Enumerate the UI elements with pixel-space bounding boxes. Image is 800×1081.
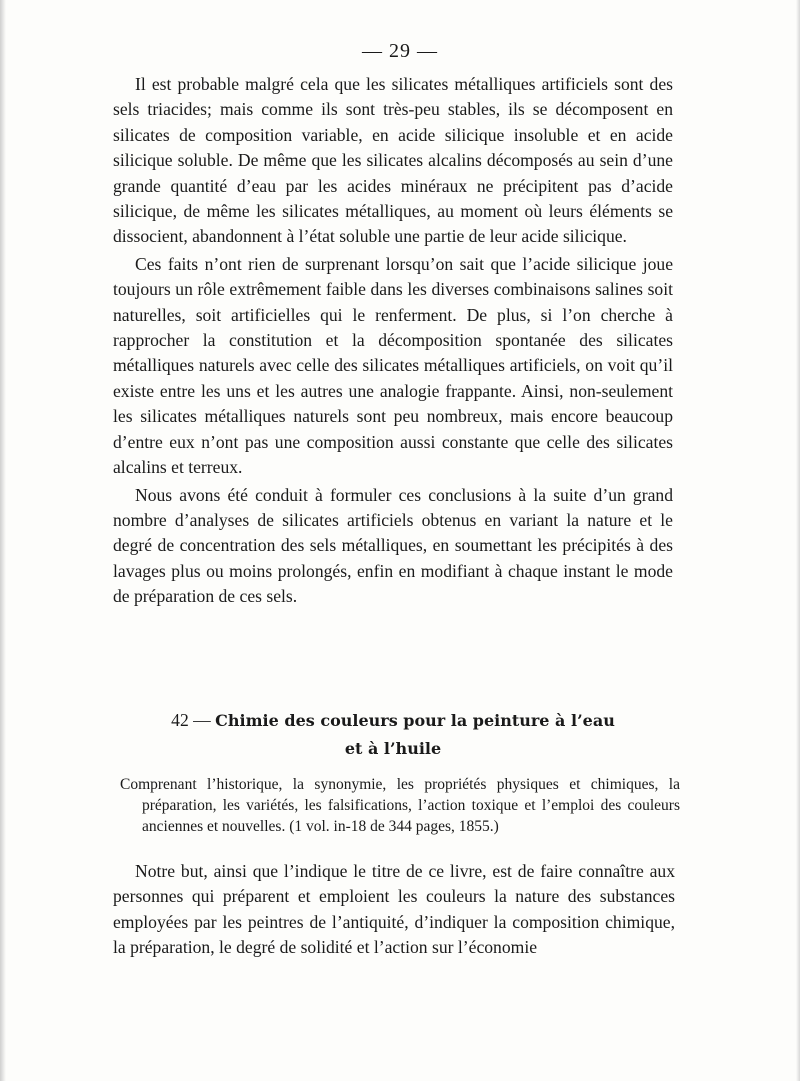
section-title-continued: et à l’huile	[344, 739, 442, 758]
paragraph: Nous avons été conduit à formuler ces conclusions à la suite d’un grand nombre d’analyses de silicates artificiels obtenus en variant la nature et le degré de concentration des sels métalliques, en soumettant les précipités à des lavages plus ou moins prolongés, enfin en modifiant à chaque instant le mode de préparation de ces sels.	[113, 484, 673, 607]
section-summary	[120, 774, 680, 837]
section-heading-line	[113, 706, 673, 735]
paragraph: Ces faits n’ont rien de surprenant lorsqu’on sait que l’acide silicique joue toujours un rôle extrêmement faible dans les diverses combinaisons salines soit naturelles, soit artificielles qui le renferment. De plus, si l’on cherche à rapprocher la constitution et la décomposition spontanée des silicates métalliques naturels avec celle des silicates métalliques artificiels, on voit qu’il existe entre les uns et les autres une analogie frappante. Ainsi, non-seulement les silicates métalliques naturels sont peu nombreux, mais encore beaucoup d’entre eux n’ont pas une composition aussi constante que celle des silicates alcalins et terreux.	[113, 253, 673, 478]
body-text	[113, 72, 673, 610]
page-edge-shadow	[796, 0, 800, 1081]
section-heading	[113, 706, 673, 763]
section-number: 42 —	[171, 710, 211, 730]
intro-paragraph: Notre but, ainsi que l’indique le titre de ce livre, est de faire connaître aux personnes qui préparent et emploient les couleurs la nature des substances employées par les peintres de l’antiquité, d’indiquer la composition chimique, la préparation, le degré de solidité et l’action sur l’économie	[113, 861, 675, 958]
page-number: — 29 —	[362, 40, 438, 62]
summary-text: Comprenant l’historique, la synonymie, les propriétés physiques et chimiques, la préparation, les variétés, les falsifications, l’action toxique et l’emploi des couleurs anciennes et nouvelles. (1 vol. in-18 de 344 pages, 1855.)	[120, 776, 680, 835]
section-intro	[113, 859, 675, 961]
section-title: Chimie des couleurs pour la peinture à l’eau	[215, 711, 615, 730]
paragraph: Il est probable malgré cela que les silicates métalliques artificiels sont des sels triacides; mais comme ils sont très-peu stables, ils se décomposent en silicates de composition variable, en acide silicique insoluble et en acide silicique soluble. De même que les silicates alcalins décomposés au sein d’une grande quantité d’eau par les acides minéraux ne précipitent pas d’acide silicique, de même les silicates métalliques, au moment où leurs éléments se dissocient, abandonnent à l’état soluble une partie de leur acide silicique.	[113, 74, 673, 247]
page-edge-shadow	[0, 0, 6, 1081]
